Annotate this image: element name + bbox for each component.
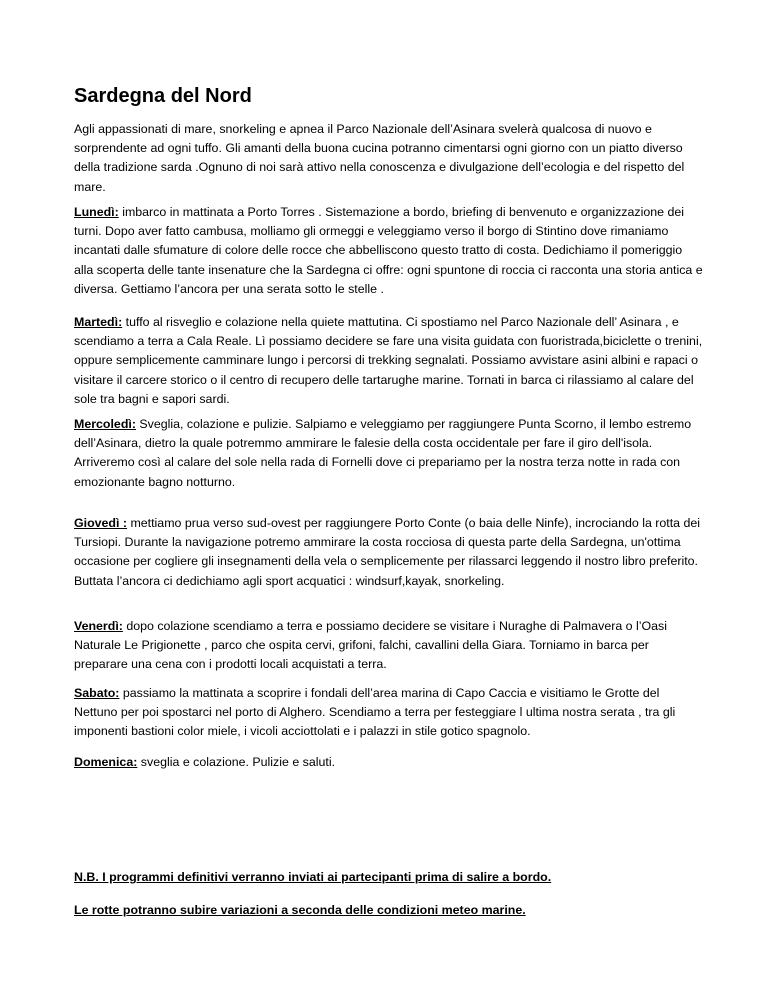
day-paragraph-lunedi [74, 203, 704, 299]
note-routes: Le rotte potranno subire variazioni a seconda delle condizioni meteo marine. [74, 903, 526, 917]
day-paragraph-martedi [74, 313, 704, 409]
day-label: Mercoledì: [74, 417, 136, 431]
day-text: dopo colazione scendiamo a terra e possiamo decidere se visitare i Nuraghe di Palmavera o l’Oasi Naturale Le Prigionette , parco che ospita cervi, grifoni, falchi, cavallini della Giara. Torniamo in barca per preparare una cena con i prodotti locali acquistati a terra. [74, 619, 667, 672]
day-label: Martedì: [74, 315, 123, 329]
day-paragraph-domenica [74, 753, 704, 772]
day-label: Sabato: [74, 686, 120, 700]
day-label: Domenica: [74, 755, 138, 769]
day-paragraph-giovedi [74, 514, 704, 591]
intro-paragraph: Agli appassionati di mare, snorkeling e apnea il Parco Nazionale dell’Asinara svelerà qualcosa di nuovo e sorprendente ad ogni tuffo. Gli amanti della buona cucina potranno cimentarsi ogni giorno con un piatto diverso della tradizione sarda .Ognuno di noi sarà attivo nella conoscenza e divulgazione dell’ecologia e del rispetto del mare. [74, 122, 685, 194]
day-label: Venerdì: [74, 619, 123, 633]
page-title: Sardegna del Nord [74, 85, 252, 107]
day-label: Giovedì : [74, 516, 128, 530]
day-text: passiamo la mattinata a scoprire i fondali dell’area marina di Capo Caccia e visitiamo le Grotte del Nettuno per poi spostarci nel porto di Alghero. Scendiamo a terra per festeggiare l ultima nostra serata , tra gli imponenti bastioni color miele, i vicoli acciottolati e i palazzi in stile gotico spagnolo. [74, 686, 676, 739]
day-text: sveglia e colazione. Pulizie e saluti. [137, 755, 336, 769]
day-paragraph-sabato [74, 684, 704, 742]
day-paragraph-venerdi [74, 617, 704, 675]
note-programs: N.B. I programmi definitivi verranno inviati ai partecipanti prima di salire a bordo. [74, 870, 552, 884]
day-text: imbarco in mattinata a Porto Torres . Sistemazione a bordo, briefing di benvenuto e organizzazione dei turni. Dopo aver fatto cambusa, molliamo gli ormeggi e veleggiamo verso il borgo di Stintino dove rimaniamo incantati dalle sfumature di colore delle rocce che abbelliscono questo tratto di costa. Dedichiamo il pomeriggio alla scoperta delle tante insenature che la Sardegna ci offre: ogni spuntone di roccia ci racconta una storia antica e diversa. Gettiamo l’ancora per una serata sotto le stelle . [74, 205, 703, 296]
day-paragraph-mercoledi [74, 415, 704, 492]
day-text: Sveglia, colazione e pulizie. Salpiamo e veleggiamo per raggiungere Punta Scorno, il lembo estremo dell’Asinara, dietro la quale potremmo ammirare le falesie della costa occidentale per fare il giro dell'isola. Arriveremo così al calare del sole nella rada di Fornelli dove ci prepariamo per la nostra terza notte in rada con emozionante bagno notturno. [74, 417, 692, 489]
day-label: Lunedì: [74, 205, 119, 219]
day-text: mettiamo prua verso sud-ovest per raggiungere Porto Conte (o baia delle Ninfe), incrociando la rotta dei Tursiopi. Durante la navigazione potremo ammirare la costa rocciosa di questa parte della Sardegna, un'ottima occasione per cogliere gli insegnamenti della vela o semplicemente per rilassarci leggendo il nostro libro preferito. Buttata l’ancora ci dedichiamo agli sport acquatici : windsurf,kayak, snorkeling. [74, 516, 701, 588]
day-text: tuffo al risveglio e colazione nella quiete mattutina. Ci spostiamo nel Parco Nazionale dell’ Asinara , e scendiamo a terra a Cala Reale. Lì possiamo decidere se fare una visita guidata con fuoristrada,biciclette o trenini, oppure semplicemente camminare lungo i percorsi di trekking segnalati. Possiamo avvistare asini albini e rapaci o visitare il carcere storico o il centro di recupero delle tartarughe marine. Tornati in barca ci rilassiamo al calare del sole tra bagni e sapori sardi. [74, 315, 703, 406]
